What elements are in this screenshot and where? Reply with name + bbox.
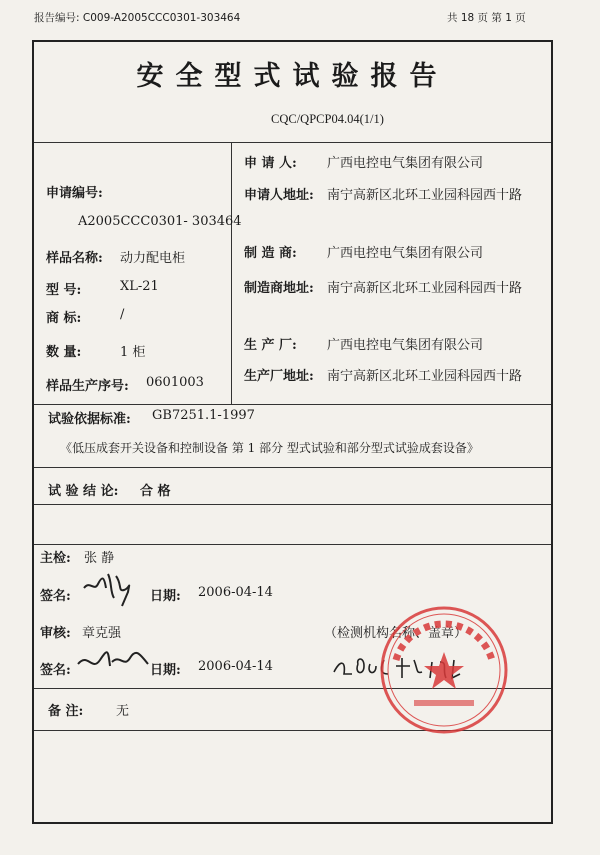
signature-2-label: 签名: bbox=[40, 663, 71, 678]
sample-name-label: 样品名称: bbox=[46, 251, 103, 266]
report-title: 安全型式试验报告 bbox=[136, 61, 449, 92]
inspector: 张 静 bbox=[84, 551, 115, 566]
standard-name: 《低压成套开关设备和控制设备 第 1 部分 型式试验和部分型式试验成套设备》 bbox=[60, 441, 479, 455]
red-seal-stamp bbox=[374, 600, 514, 740]
factory-label: 生 产 厂: bbox=[244, 338, 297, 353]
model: XL-21 bbox=[120, 279, 159, 294]
application-number: A2005CCC0301- 303464 bbox=[78, 214, 242, 229]
manufacturer-label: 制 造 商: bbox=[244, 246, 297, 261]
serial-number: 0601003 bbox=[146, 375, 204, 390]
applicant-label: 申 请 人: bbox=[244, 156, 297, 171]
report-sheet bbox=[32, 40, 553, 824]
report-number: 报告编号: C009-A2005CCC0301-303464 bbox=[34, 12, 241, 24]
manufacturer: 广西电控电气集团有限公司 bbox=[327, 246, 484, 261]
applicant: 广西电控电气集团有限公司 bbox=[327, 156, 484, 171]
model-label: 型 号: bbox=[46, 283, 82, 298]
signature-1-label: 签名: bbox=[40, 589, 71, 604]
remarks-value: 无 bbox=[116, 704, 130, 719]
sample-name: 动力配电柜 bbox=[120, 251, 186, 266]
conclusion-label: 试 验 结 论: bbox=[48, 484, 119, 499]
organization-seal-note: （检测机构名称、盖章） bbox=[324, 626, 468, 641]
quantity-label: 数 量: bbox=[46, 345, 82, 360]
date-1-label: 日期: bbox=[150, 589, 181, 604]
form-code: CQC/QPCP04.04(1/1) bbox=[271, 112, 384, 126]
remarks-label: 备 注: bbox=[48, 704, 84, 719]
date-2-label: 日期: bbox=[150, 663, 181, 678]
application-number-label: 申请编号: bbox=[46, 186, 103, 201]
inspector-label: 主检: bbox=[40, 551, 71, 566]
manufacturer-address: 南宁高新区北环工业园科园西十路 bbox=[327, 281, 523, 296]
date-2: 2006-04-14 bbox=[198, 659, 273, 674]
date-1: 2006-04-14 bbox=[198, 585, 273, 600]
page-count: 共 18 页 第 1 页 bbox=[447, 12, 526, 24]
trademark: / bbox=[120, 307, 125, 322]
handwritten-signature-1 bbox=[78, 562, 138, 612]
factory: 广西电控电气集团有限公司 bbox=[327, 338, 484, 353]
trademark-label: 商 标: bbox=[46, 311, 82, 326]
standard-code: GB7251.1-1997 bbox=[152, 408, 255, 423]
factory-address: 南宁高新区北环工业园科园西十路 bbox=[327, 369, 523, 384]
applicant-address: 南宁高新区北环工业园科园西十路 bbox=[327, 188, 523, 203]
quantity: 1 柜 bbox=[120, 345, 146, 360]
reviewer: 章克强 bbox=[82, 626, 122, 641]
handwritten-signature-2 bbox=[74, 642, 154, 682]
applicant-address-label: 申请人地址: bbox=[244, 188, 314, 203]
conclusion-value: 合 格 bbox=[140, 484, 171, 499]
serial-label: 样品生产序号: bbox=[46, 379, 129, 394]
reviewer-label: 审核: bbox=[40, 626, 71, 641]
manufacturer-address-label: 制造商地址: bbox=[244, 281, 314, 296]
standard-label: 试验依据标准: bbox=[48, 412, 131, 427]
factory-address-label: 生产厂地址: bbox=[244, 369, 314, 384]
